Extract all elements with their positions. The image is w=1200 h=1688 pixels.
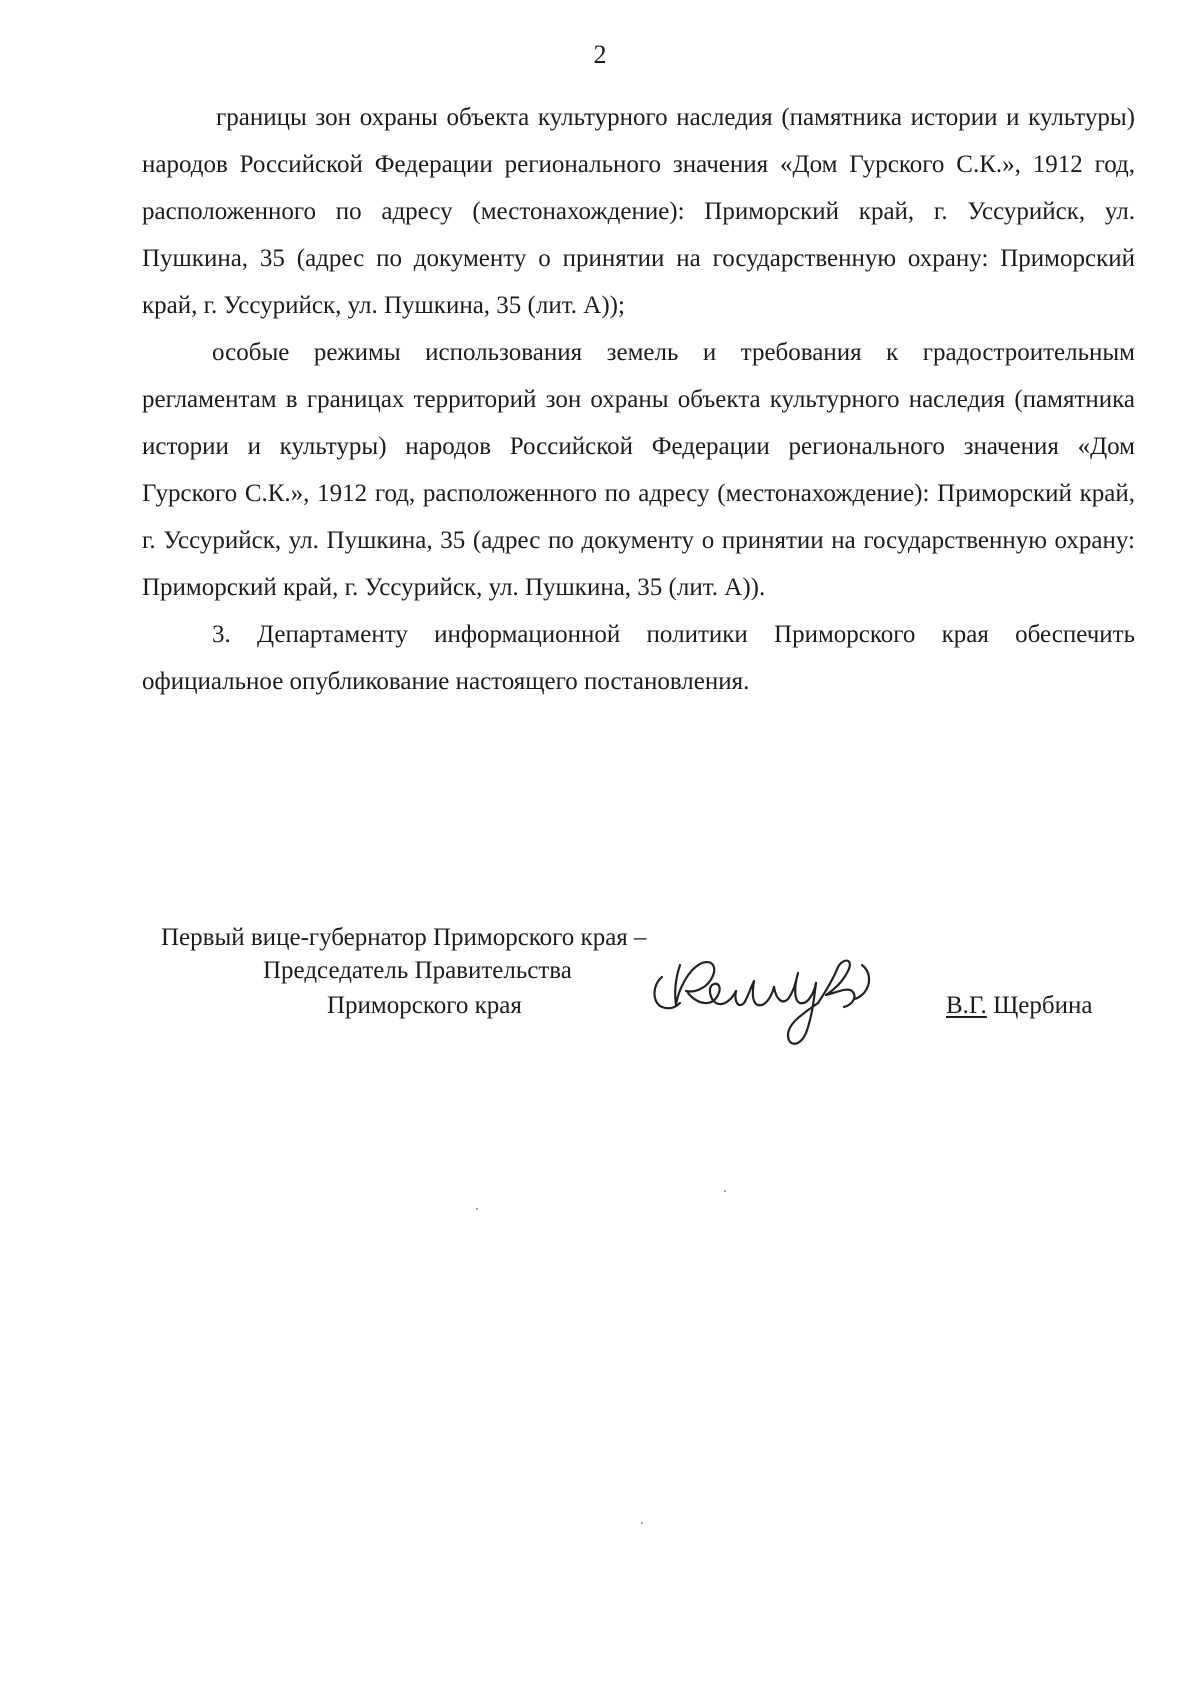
paragraph-land-use-regimes: особые режимы использования земель и требования к градостроительным регламентам в границах территорий зон охраны объекта культурного наследия (памятника истории и культуры) народов Российской Федерации регионального значения «Дом Гурского С.К.», 1912 год, расположенного по адресу (местонахождение): Приморский край, г. Уссурийск, ул. Пушкина, 35 (адрес по документу о принятии на государственную охрану: Приморский край, г. Уссурийск, ул. Пушкина, 35 (лит. А)).	[142, 339, 1135, 601]
page-number: 2	[593, 40, 607, 69]
handwritten-signature	[648, 947, 910, 1053]
signer-initials: В.Г.	[946, 992, 987, 1019]
scan-speck	[641, 1522, 643, 1524]
scan-speck	[724, 1190, 726, 1192]
signer-name	[946, 990, 1092, 1021]
scan-speck	[476, 1208, 478, 1210]
signatory-title-line-2: Председатель Правительства	[263, 957, 572, 984]
paragraph-zone-boundaries: границы зон охраны объекта культурного наследия (памятника истории и культуры) народов Российской Федерации регионального значения «Дом Гурского С.К.», 1912 год, расположенного по адресу (местонахождение): Приморский край, г. Уссурийск, ул. Пушкина, 35 (адрес по документу о принятии на государственную охрану: Приморский край, г. Уссурийск, ул. Пушкина, 35 (лит. А));	[142, 104, 1135, 319]
signatory-title-line-3: Приморского края	[327, 992, 522, 1019]
signer-surname: Щербина	[986, 992, 1093, 1019]
document-body	[142, 94, 1135, 705]
signatory-title-line-1: Первый вице-губернатор Приморского края –	[161, 924, 647, 951]
paragraph-publication-order: 3. Департаменту информационной политики Приморского края обеспечить официальное опубликование настоящего постановления.	[142, 621, 1135, 695]
